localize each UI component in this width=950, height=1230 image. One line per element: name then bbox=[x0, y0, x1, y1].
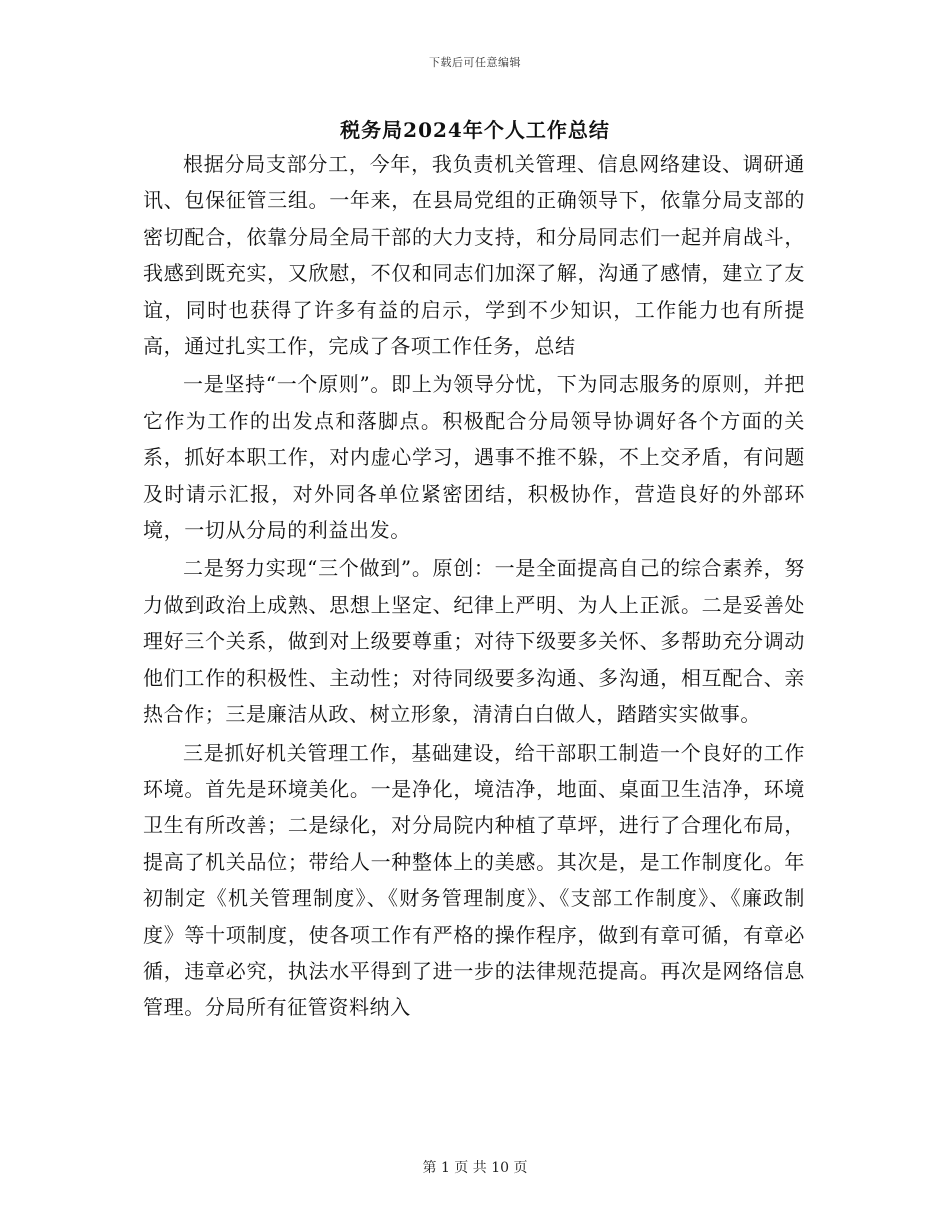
paragraph-office-management: 三是抓好机关管理工作，基础建设，给干部职工制造一个良好的工作环境。首先是环境美化。一是净化，境洁净，地面、桌面卫生洁净，环境卫生有所改善；二是绿化，对分局院内种植了草坪，进行了合理化布局，提高了机关品位；带给人一种整体上的美感。其次是，是工作制度化。年初制定《机关管理制度》、《财务管理制度》、《支部工作制度》、《廉政制度》等十项制度，使各项工作有严格的操作程序，做到有章可循，有章必循，违章必究，执法水平得到了进一步的法律规范提高。再次是网络信息管理。分局所有征管资料纳入 bbox=[143, 740, 805, 1020]
page-number: 第 1 页 共 10 页 bbox=[422, 1160, 528, 1176]
header-note: 下载后可任意编辑 bbox=[429, 56, 521, 69]
document-title: 税务局2024年个人工作总结 bbox=[340, 118, 610, 142]
paragraph-three-achievements: 二是努力实现“三个做到”。原创：一是全面提高自己的综合素养，努力做到政治上成熟、思想上坚定、纪律上严明、为人上正派。二是妥善处理好三个关系，做到对上级要尊重；对待下级要多关怀、多帮助充分调动他们工作的积极性、主动性；对待同级要多沟通、多沟通，相互配合、亲热合作；三是廉洁从政、树立形象，清清白白做人，踏踏实实做事。 bbox=[143, 556, 805, 727]
paragraph-intro: 根据分局支部分工，今年，我负责机关管理、信息网络建设、调研通讯、包保征管三组。一年来，在县局党组的正确领导下，依靠分局支部的密切配合，依靠分局全局干部的大力支持，和分局同志们一起并肩战斗，我感到既充实，又欣慰，不仅和同志们加深了解，沟通了感情，建立了友谊，同时也获得了许多有益的启示，学到不少知识，工作能力也有所提高，通过扎实工作，完成了各项工作任务，总结 bbox=[143, 152, 805, 359]
document-body bbox=[143, 146, 805, 1026]
paragraph-one-principle: 一是坚持“一个原则”。即上为领导分忧，下为同志服务的原则，并把它作为工作的出发点和落脚点。积极配合分局领导协调好各个方面的关系，抓好本职工作，对内虚心学习，遇事不推不躲，不上交矛盾，有问题及时请示汇报，对外同各单位紧密团结，积极协作，营造良好的外部环境，一切从分局的利益出发。 bbox=[143, 372, 805, 543]
